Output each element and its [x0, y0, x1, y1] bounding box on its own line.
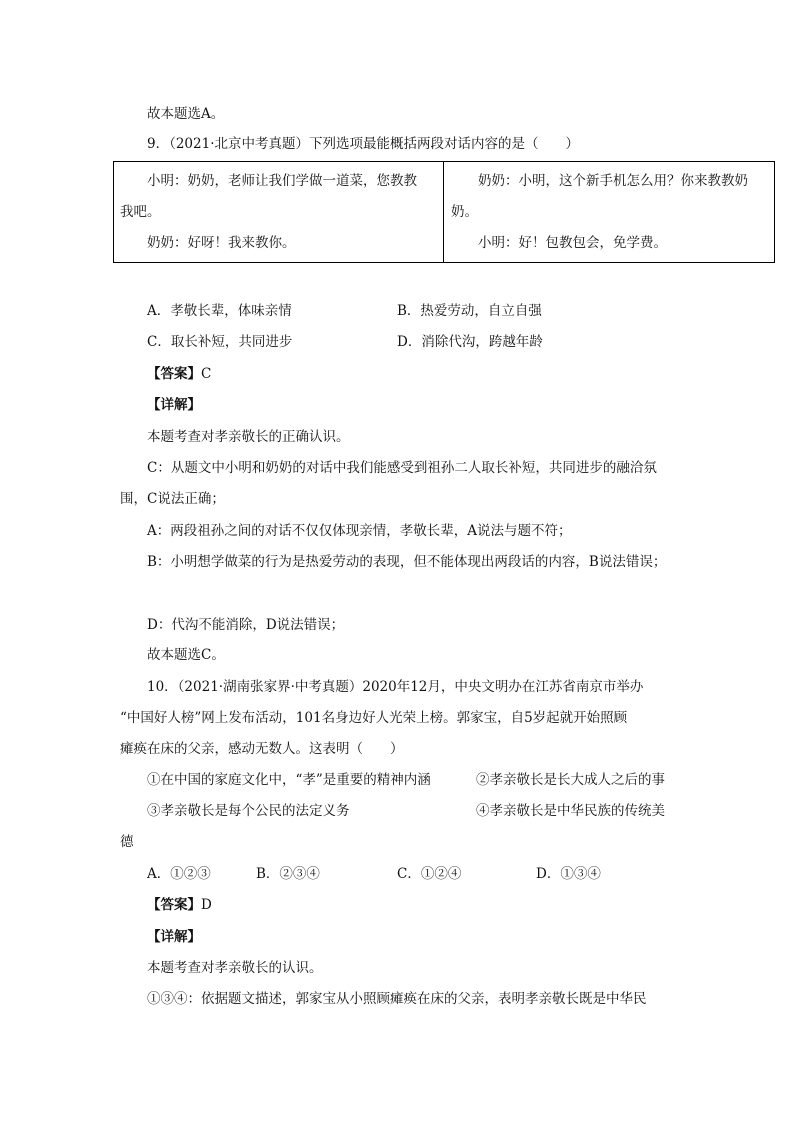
q9-explanation-3: A：两段祖孙之间的对话不仅仅体现亲情，孝敬长辈，A说法与题不符； [147, 523, 572, 539]
q10-detail-label: 【详解】 [147, 929, 201, 945]
q9-explanation-1: 本题考查对孝亲敬长的正确认识。 [147, 429, 350, 445]
q10-statement-2: ②孝亲敬长是长大成人之后的事 [476, 772, 665, 788]
q10-statement-3: ③孝亲敬长是每个公民的法定义务 [147, 803, 350, 819]
q10-statement-4a: ④孝亲敬长是中华民族的传统美 [476, 803, 665, 819]
answer-label: 【答案】 [147, 897, 201, 913]
q10-option-d: D．①③④ [536, 866, 601, 882]
q9-explanation-5: D：代沟不能消除，D说法错误； [147, 617, 345, 633]
table-divider [443, 162, 444, 262]
q9-option-a: A．孝敬长辈，体味亲情 [147, 303, 292, 319]
question-10-stem-1: 10．（2021·湖南张家界·中考真题）2020年12月，中央文明办在江苏省南京市举办 [147, 679, 644, 695]
q9-option-b: B．热爱劳动，自立自强 [397, 303, 542, 319]
answer-label: 【答案】 [147, 366, 201, 382]
answer-value: C [201, 366, 212, 382]
q10-statement-1: ①在中国的家庭文化中，“孝”是重要的精神内涵 [147, 772, 431, 788]
question-10-stem-3: 瘫痪在床的父亲，感动无数人。这表明（ ） [120, 741, 404, 757]
answer-value: D [201, 897, 212, 913]
q10-option-c: C．①②④ [397, 866, 462, 882]
dialogue-right-line-2: 奶。 [451, 204, 478, 220]
q10-option-a: A．①②③ [147, 866, 211, 882]
q10-explanation-2: ①③④：依据题文描述，郭家宝从小照顾瘫痪在床的父亲，表明孝亲敬长既是中华民 [147, 991, 647, 1007]
q9-option-c: C．取长补短，共同进步 [147, 334, 293, 350]
conclusion-q8: 故本题选A。 [147, 106, 225, 122]
dialogue-left-line-1: 小明：奶奶，老师让我们学做一道菜，您教教 [147, 173, 417, 189]
dialogue-left-line-3: 奶奶：好呀！我来教你。 [147, 235, 296, 251]
q10-explanation-1: 本题考查对孝亲敬长的认识。 [147, 960, 323, 976]
q9-detail-label: 【详解】 [147, 397, 201, 413]
q9-answer [147, 364, 211, 384]
dialogue-table [113, 161, 775, 263]
dialogue-left-line-2: 我吧。 [120, 204, 161, 220]
q10-statement-4b: 德 [120, 834, 134, 850]
question-10-stem-2: “中国好人榜”网上发布活动，101名身边好人光荣上榜。郭家宝，自5岁起就开始照顾 [120, 710, 628, 726]
dialogue-right-line-1: 奶奶：小明，这个新手机怎么用？你来教教奶 [478, 173, 748, 189]
q10-option-b: B．②③④ [256, 866, 320, 882]
q9-explanation-4: B：小明想学做菜的行为是热爱劳动的表现，但不能体现出两段话的内容，B说法错误； [147, 554, 667, 570]
q9-conclusion: 故本题选C。 [147, 647, 225, 663]
q9-option-d: D．消除代沟，跨越年龄 [397, 334, 543, 350]
q9-explanation-2a: C：从题文中小明和奶奶的对话中我们能感受到祖孙二人取长补短，共同进步的融洽氛 [147, 460, 657, 476]
question-9-stem: 9．（2021·北京中考真题）下列选项最能概括两段对话内容的是（ ） [147, 136, 579, 152]
dialogue-right-line-3: 小明：好！包教包会，免学费。 [478, 235, 667, 251]
q9-explanation-2b: 围，C说法正确； [120, 491, 225, 507]
q10-answer [147, 895, 212, 915]
